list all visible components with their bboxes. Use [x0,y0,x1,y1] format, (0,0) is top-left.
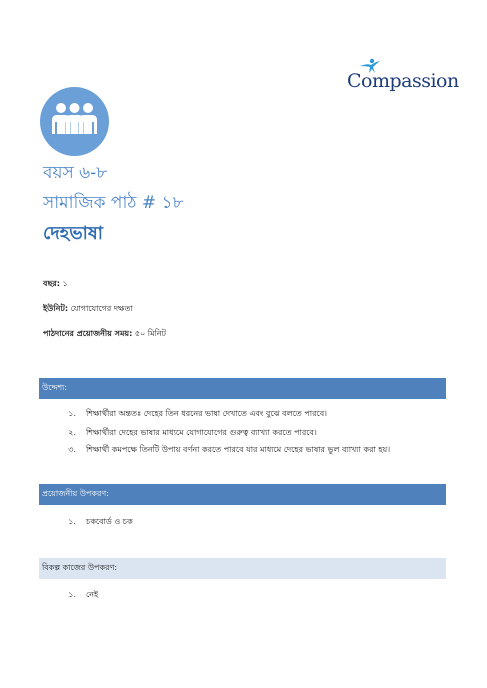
list-text: চকবোর্ড ও চক [86,517,133,526]
unit-label: ইউনিট: [43,304,69,313]
list-item [43,516,133,529]
list-item [43,427,317,440]
unit-value: যোগাযোগের দক্ষতা [70,304,133,313]
time-label: পাঠদানের প্রয়োজনীয় সময়: [43,329,133,338]
lesson-heading: সামাজিক পাঠ # ১৮ [43,193,184,213]
time-row [43,328,166,341]
year-label: বছর: [43,279,60,288]
year-value: ১ [62,279,68,288]
list-item [43,408,327,421]
age-heading: বয়স ৬-৮ [43,163,108,183]
materials-title: প্রয়োজনীয় উপকরণ: [42,489,109,498]
brand-name: Compassion [347,70,459,92]
list-text: শিক্ষার্থীরা অন্ততঃ দেহের তিন ধরনের ভাষা দেখাতে এবং বুঝে বলতে পারবে। [86,409,328,418]
year-row [43,278,68,291]
list-number: ১. [68,409,76,418]
time-value: ৫০ মিনিট [134,329,166,338]
list-number: ২. [68,428,76,437]
list-number: ৩. [68,445,76,454]
list-item [43,589,98,602]
objectives-header [39,378,446,399]
topic-title: দেহভাষা [43,223,103,244]
list-text: নেই [86,590,99,599]
list-number: ১. [68,517,76,526]
list-text: শিক্ষার্থীরা দেহের ভাষার মাধ্যমে যোগাযোগের গুরুত্ব ব্যাখ্যা করতে পারবে। [86,428,317,437]
unit-row [43,303,133,316]
materials-header [39,484,446,505]
alt-materials-header [39,558,446,579]
alt-materials-title: বিকল্প কাজের উপকরণ: [42,563,118,572]
people-icon [40,87,109,156]
list-text: শিক্ষার্থী কমপক্ষে তিনটি উপায় বর্ণনা করতে পারবে যার মাধ্যমে দেহের ভাষার ভুল ব্যাখ্যা করা হয়। [86,445,391,454]
objectives-title: উদ্দেশ্য: [42,383,68,392]
list-item [43,444,390,457]
list-number: ১. [68,590,76,599]
compassion-logo [347,60,457,96]
